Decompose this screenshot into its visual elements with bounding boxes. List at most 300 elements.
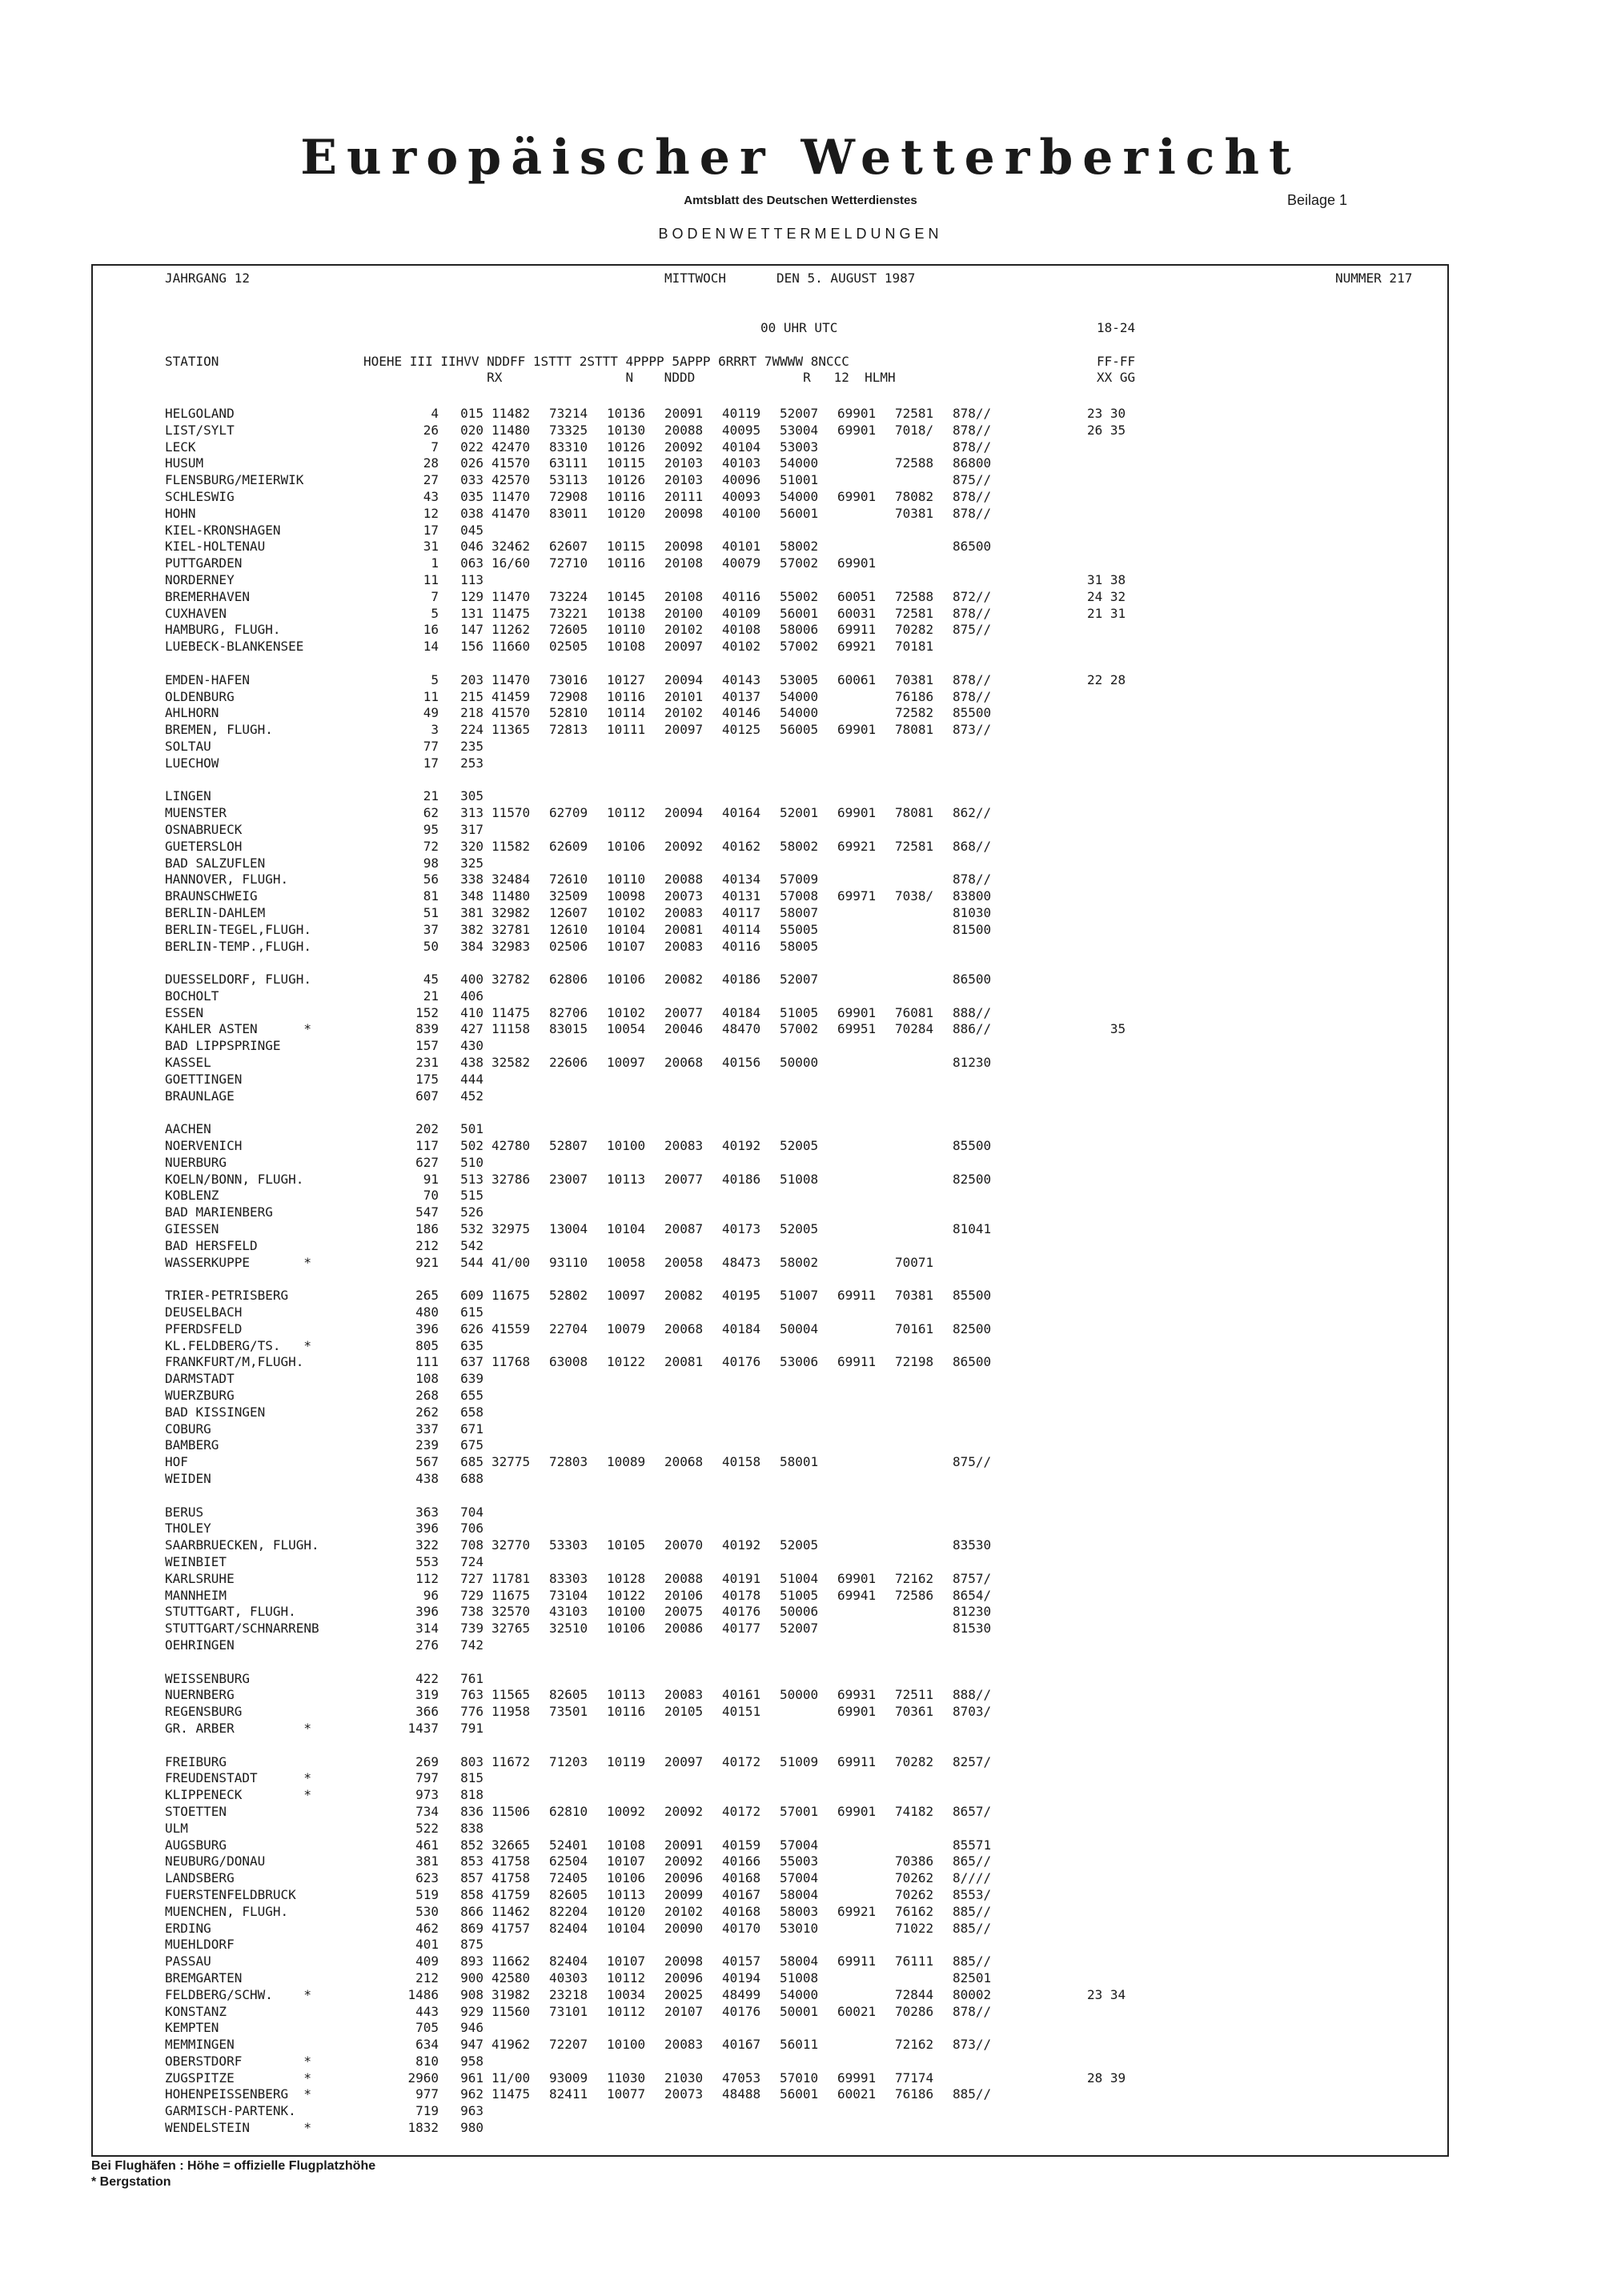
synop-group: 20096 bbox=[664, 1870, 704, 1886]
station-name: BERLIN-TEMP.,FLUGH. bbox=[165, 938, 312, 954]
synop-group: 50000 bbox=[780, 1055, 819, 1071]
synop-group: 11781 bbox=[492, 1570, 531, 1586]
station-name: WEIDEN bbox=[165, 1471, 211, 1486]
spacer-row bbox=[165, 1737, 1126, 1754]
table-row bbox=[165, 1671, 1126, 1688]
synop-group: 40100 bbox=[722, 505, 761, 521]
synop-group: 11958 bbox=[492, 1704, 531, 1720]
station-index: 510 bbox=[460, 1154, 484, 1170]
synop-group: 72588 bbox=[895, 455, 934, 471]
synop-group: 32765 bbox=[492, 1621, 531, 1637]
station-index: 033 bbox=[460, 472, 484, 488]
synop-group: 10112 bbox=[607, 1969, 646, 1985]
table-row bbox=[165, 1304, 1126, 1321]
synop-group: 41559 bbox=[492, 1320, 531, 1336]
synop-group: 20068 bbox=[664, 1454, 704, 1470]
table-row bbox=[165, 939, 1126, 956]
station-name: DUESSELDORF, FLUGH. bbox=[165, 972, 312, 988]
synop-group: 11/00 bbox=[492, 2070, 531, 2086]
synop-group: 72581 bbox=[895, 605, 934, 621]
station-height: 607 bbox=[415, 1088, 439, 1104]
station-index: 544 bbox=[460, 1254, 484, 1270]
station-index: 444 bbox=[460, 1071, 484, 1087]
station-name: WEINBIET bbox=[165, 1553, 227, 1569]
synop-group: 10100 bbox=[607, 1138, 646, 1154]
synop-group: 40167 bbox=[722, 2037, 761, 2053]
station-index: 020 bbox=[460, 422, 484, 438]
synop-group: 58004 bbox=[780, 1886, 819, 1902]
synop-group: 52807 bbox=[549, 1138, 588, 1154]
station-name: KIEL-KRONSHAGEN bbox=[165, 522, 281, 538]
synop-group: 69931 bbox=[837, 1687, 877, 1703]
synop-group: 43103 bbox=[549, 1604, 588, 1620]
synop-group: 83800 bbox=[953, 888, 992, 904]
table-row bbox=[165, 805, 1126, 822]
synop-group: 57008 bbox=[780, 888, 819, 904]
synop-group: 53113 bbox=[549, 472, 588, 488]
synop-group: 20094 bbox=[664, 671, 704, 687]
synop-group: 85500 bbox=[953, 705, 992, 721]
synop-group: 41570 bbox=[492, 455, 531, 471]
synop-group: 10107 bbox=[607, 1853, 646, 1869]
synop-group: 11582 bbox=[492, 838, 531, 854]
table-row bbox=[165, 1437, 1126, 1454]
station-name: HAMBURG, FLUGH. bbox=[165, 622, 281, 638]
table-row bbox=[165, 1038, 1126, 1055]
synop-group: 40168 bbox=[722, 1870, 761, 1886]
table-row bbox=[165, 1204, 1126, 1221]
synop-group: 72162 bbox=[895, 2037, 934, 2053]
synop-group: 53005 bbox=[780, 671, 819, 687]
station-height: 14 bbox=[423, 639, 439, 655]
station-index: 742 bbox=[460, 1637, 484, 1653]
table-row bbox=[165, 2103, 1126, 2120]
synop-group: 32665 bbox=[492, 1837, 531, 1853]
station-index: 317 bbox=[460, 821, 484, 837]
station-height: 98 bbox=[423, 855, 439, 871]
station-index: 218 bbox=[460, 705, 484, 721]
synop-group: 57009 bbox=[780, 872, 819, 888]
synop-group: 73325 bbox=[549, 422, 588, 438]
synop-group: 51008 bbox=[780, 1969, 819, 1985]
synop-group: 40156 bbox=[722, 1055, 761, 1071]
station-name: HOF bbox=[165, 1454, 188, 1470]
synop-group: 48488 bbox=[722, 2086, 761, 2102]
synop-group: 10113 bbox=[607, 1687, 646, 1703]
synop-group: 20092 bbox=[664, 838, 704, 854]
synop-group: 69921 bbox=[837, 639, 877, 655]
station-height: 239 bbox=[415, 1437, 439, 1453]
synop-group: 20086 bbox=[664, 1621, 704, 1637]
synop-group: 71022 bbox=[895, 1920, 934, 1936]
synop-group: 93110 bbox=[549, 1254, 588, 1270]
synop-group: 20098 bbox=[664, 505, 704, 521]
table-row bbox=[165, 1371, 1126, 1388]
synop-group: 72610 bbox=[549, 872, 588, 888]
synop-group: 53006 bbox=[780, 1354, 819, 1370]
synop-group: 10113 bbox=[607, 1886, 646, 1902]
synop-group: 52007 bbox=[780, 406, 819, 421]
synop-group: 10116 bbox=[607, 1704, 646, 1720]
synop-group: 02506 bbox=[549, 938, 588, 954]
synop-group: 32509 bbox=[549, 888, 588, 904]
synop-group: 40114 bbox=[722, 921, 761, 937]
synop-group: 40151 bbox=[722, 1704, 761, 1720]
synop-group: 11660 bbox=[492, 639, 531, 655]
station-height: 462 bbox=[415, 1920, 439, 1936]
station-index: 908 bbox=[460, 1986, 484, 2002]
station-index: 980 bbox=[460, 2120, 484, 2136]
station-height: 21 bbox=[423, 788, 439, 804]
station-name: KL.FELDBERG/TS. * bbox=[165, 1337, 312, 1353]
synop-group: 57004 bbox=[780, 1870, 819, 1886]
synop-group: 48470 bbox=[722, 1021, 761, 1037]
synop-group: 58006 bbox=[780, 622, 819, 638]
station-index: 852 bbox=[460, 1837, 484, 1853]
synop-group: 57002 bbox=[780, 555, 819, 571]
synop-group: 82500 bbox=[953, 1171, 992, 1187]
synop-group: 69901 bbox=[837, 1704, 877, 1720]
station-index: 382 bbox=[460, 921, 484, 937]
station-height: 21 bbox=[423, 988, 439, 1004]
station-index: 639 bbox=[460, 1371, 484, 1387]
synop-group: 32781 bbox=[492, 921, 531, 937]
synop-group: 60021 bbox=[837, 2003, 877, 2019]
station-height: 623 bbox=[415, 1870, 439, 1886]
synop-group: 885// bbox=[953, 1920, 992, 1936]
station-name: GUETERSLOH bbox=[165, 838, 243, 854]
synop-group: 20088 bbox=[664, 1570, 704, 1586]
synop-group: 78082 bbox=[895, 488, 934, 504]
synop-group: 22704 bbox=[549, 1320, 588, 1336]
synop-group: 69901 bbox=[837, 1570, 877, 1586]
synop-group: 72710 bbox=[549, 555, 588, 571]
synop-group: 11475 bbox=[492, 2086, 531, 2102]
station-height: 91 bbox=[423, 1171, 439, 1187]
table-row bbox=[165, 1338, 1126, 1355]
station-height: 567 bbox=[415, 1454, 439, 1470]
synop-group: 41459 bbox=[492, 688, 531, 704]
synop-group: 20103 bbox=[664, 472, 704, 488]
station-height: 627 bbox=[415, 1154, 439, 1170]
synop-group: 69901 bbox=[837, 1803, 877, 1819]
station-name: HOHENPEISSENBERG * bbox=[165, 2086, 312, 2102]
station-name: BAMBERG bbox=[165, 1437, 219, 1453]
station-index: 325 bbox=[460, 855, 484, 871]
station-name: FRANKFURT/M,FLUGH. bbox=[165, 1354, 304, 1370]
table-row bbox=[165, 423, 1126, 439]
synop-group: 72582 bbox=[895, 705, 934, 721]
synop-group: 70282 bbox=[895, 1753, 934, 1769]
synop-group: 32510 bbox=[549, 1621, 588, 1637]
synop-group: 93009 bbox=[549, 2070, 588, 2086]
table-row bbox=[165, 2037, 1126, 2054]
synop-group: 11675 bbox=[492, 1288, 531, 1304]
table-row bbox=[165, 622, 1126, 639]
synop-group: 23218 bbox=[549, 1986, 588, 2002]
synop-group: 10107 bbox=[607, 938, 646, 954]
table-row bbox=[165, 1904, 1126, 1921]
synop-group: 62806 bbox=[549, 972, 588, 988]
station-name: WUERZBURG bbox=[165, 1388, 235, 1404]
synop-group: 20105 bbox=[664, 1704, 704, 1720]
synop-group: 20097 bbox=[664, 639, 704, 655]
synop-group: 886// bbox=[953, 1021, 992, 1037]
station-height: 1437 bbox=[407, 1720, 439, 1736]
station-index: 203 bbox=[460, 671, 484, 687]
station-name: KIEL-HOLTENAU bbox=[165, 539, 266, 555]
synop-group: 63111 bbox=[549, 455, 588, 471]
station-name: WEISSENBURG bbox=[165, 1670, 250, 1686]
station-index: 381 bbox=[460, 904, 484, 920]
synop-group: 10128 bbox=[607, 1570, 646, 1586]
synop-group: 58004 bbox=[780, 1953, 819, 1969]
station-index: 815 bbox=[460, 1770, 484, 1786]
table-row bbox=[165, 988, 1126, 1005]
table-row bbox=[165, 839, 1126, 855]
synop-group: 20096 bbox=[664, 1969, 704, 1985]
synop-group: 57002 bbox=[780, 639, 819, 655]
station-name: NORDERNEY bbox=[165, 571, 235, 587]
table-row bbox=[165, 1787, 1126, 1804]
table-row bbox=[165, 2054, 1126, 2070]
synop-group: 58005 bbox=[780, 938, 819, 954]
synop-group: 72198 bbox=[895, 1354, 934, 1370]
station-height: 734 bbox=[415, 1803, 439, 1819]
station-height: 77 bbox=[423, 738, 439, 754]
synop-group: 62810 bbox=[549, 1803, 588, 1819]
station-index: 637 bbox=[460, 1354, 484, 1370]
synop-group: 73104 bbox=[549, 1587, 588, 1603]
synop-group: 70361 bbox=[895, 1704, 934, 1720]
station-index: 671 bbox=[460, 1420, 484, 1437]
table-row bbox=[165, 739, 1126, 755]
synop-group: 10106 bbox=[607, 1621, 646, 1637]
synop-group: 10113 bbox=[607, 1171, 646, 1187]
station-height: 51 bbox=[423, 904, 439, 920]
table-row bbox=[165, 1388, 1126, 1404]
station-name: HOHN bbox=[165, 505, 196, 521]
station-height: 319 bbox=[415, 1687, 439, 1703]
synop-group: 10120 bbox=[607, 1903, 646, 1919]
synop-group: 70181 bbox=[895, 639, 934, 655]
station-height: 1 bbox=[431, 555, 439, 571]
station-height: 4 bbox=[431, 406, 439, 421]
synop-group: 40102 bbox=[722, 639, 761, 655]
synop-group: 69941 bbox=[837, 1587, 877, 1603]
synop-group: 81500 bbox=[953, 921, 992, 937]
synop-group: 40184 bbox=[722, 1004, 761, 1020]
synop-group: 70284 bbox=[895, 1021, 934, 1037]
synop-group: 52001 bbox=[780, 805, 819, 821]
synop-group: 11030 bbox=[607, 2070, 646, 2086]
table-row bbox=[165, 788, 1126, 805]
synop-group: 40079 bbox=[722, 555, 761, 571]
synop-group: 40101 bbox=[722, 539, 761, 555]
synop-group: 58002 bbox=[780, 1254, 819, 1270]
station-index: 947 bbox=[460, 2037, 484, 2053]
synop-group: 62607 bbox=[549, 539, 588, 555]
table-row bbox=[165, 639, 1126, 655]
station-name: BRAUNLAGE bbox=[165, 1088, 235, 1104]
synop-group: 32983 bbox=[492, 938, 531, 954]
synop-group: 40195 bbox=[722, 1288, 761, 1304]
table-row bbox=[165, 1853, 1126, 1870]
synop-group: 56001 bbox=[780, 605, 819, 621]
station-name: FREUDENSTADT * bbox=[165, 1770, 312, 1786]
synop-group: 58001 bbox=[780, 1454, 819, 1470]
station-name: PFERDSFELD bbox=[165, 1320, 243, 1336]
gust-value: 35 bbox=[1087, 1021, 1126, 1037]
synop-group: 10054 bbox=[607, 1021, 646, 1037]
synop-group: 82411 bbox=[549, 2086, 588, 2102]
synop-group: 10114 bbox=[607, 705, 646, 721]
spacer-row bbox=[165, 1271, 1126, 1288]
station-index: 727 bbox=[460, 1570, 484, 1586]
table-row bbox=[165, 606, 1126, 623]
station-index: 963 bbox=[460, 2103, 484, 2119]
synop-group: 86800 bbox=[953, 455, 992, 471]
table-row bbox=[165, 1970, 1126, 1987]
synop-group: 888// bbox=[953, 1687, 992, 1703]
synop-group: 40303 bbox=[549, 1969, 588, 1985]
synop-group: 40164 bbox=[722, 805, 761, 821]
table-row bbox=[165, 1421, 1126, 1438]
station-height: 381 bbox=[415, 1853, 439, 1869]
synop-group: 20097 bbox=[664, 722, 704, 738]
station-height: 805 bbox=[415, 1337, 439, 1353]
synop-group: 54000 bbox=[780, 705, 819, 721]
station-name: STUTTGART, FLUGH. bbox=[165, 1604, 296, 1620]
station-index: 791 bbox=[460, 1720, 484, 1736]
synop-group: 20107 bbox=[664, 2003, 704, 2019]
station-index: 015 bbox=[460, 406, 484, 421]
synop-group: 10105 bbox=[607, 1537, 646, 1553]
synop-group: 56001 bbox=[780, 505, 819, 521]
station-height: 396 bbox=[415, 1604, 439, 1620]
synop-group: 58007 bbox=[780, 904, 819, 920]
station-index: 430 bbox=[460, 1038, 484, 1054]
station-index: 688 bbox=[460, 1471, 484, 1486]
synop-group: 20088 bbox=[664, 422, 704, 438]
station-height: 5 bbox=[431, 671, 439, 687]
station-name: KLIPPENECK * bbox=[165, 1787, 312, 1803]
synop-group: 10106 bbox=[607, 972, 646, 988]
station-index: 427 bbox=[460, 1021, 484, 1037]
table-row bbox=[165, 1588, 1126, 1605]
synop-group: 73016 bbox=[549, 671, 588, 687]
synop-group: 878// bbox=[953, 488, 992, 504]
station-index: 739 bbox=[460, 1621, 484, 1637]
synop-group: 40176 bbox=[722, 1604, 761, 1620]
synop-group: 72586 bbox=[895, 1587, 934, 1603]
table-row bbox=[165, 1604, 1126, 1621]
table-row bbox=[165, 2070, 1126, 2087]
synop-group: 11662 bbox=[492, 1953, 531, 1969]
synop-group: 69901 bbox=[837, 1004, 877, 1020]
synop-group: 78081 bbox=[895, 805, 934, 821]
station-height: 839 bbox=[415, 1021, 439, 1037]
synop-group: 70282 bbox=[895, 622, 934, 638]
station-index: 900 bbox=[460, 1969, 484, 1985]
station-index: 615 bbox=[460, 1304, 484, 1320]
station-height: 7 bbox=[431, 588, 439, 604]
station-name: BAD MARIENBERG bbox=[165, 1204, 273, 1220]
station-height: 81 bbox=[423, 888, 439, 904]
station-height: 50 bbox=[423, 938, 439, 954]
synop-group: 20081 bbox=[664, 921, 704, 937]
synop-group: 41758 bbox=[492, 1870, 531, 1886]
station-index: 045 bbox=[460, 522, 484, 538]
synop-group: 20091 bbox=[664, 1837, 704, 1853]
synop-group: 10138 bbox=[607, 605, 646, 621]
station-index: 129 bbox=[460, 588, 484, 604]
synop-group: 41962 bbox=[492, 2037, 531, 2053]
synop-group: 69951 bbox=[837, 1021, 877, 1037]
synop-group: 11262 bbox=[492, 622, 531, 638]
synop-group: 83015 bbox=[549, 1021, 588, 1037]
synop-group: 40184 bbox=[722, 1320, 761, 1336]
table-row bbox=[165, 1721, 1126, 1737]
synop-group: 72405 bbox=[549, 1870, 588, 1886]
synop-group: 78081 bbox=[895, 722, 934, 738]
station-name: MUEHLDORF bbox=[165, 1937, 235, 1953]
synop-group: 10126 bbox=[607, 472, 646, 488]
station-index: 406 bbox=[460, 988, 484, 1004]
station-name: AUGSBURG bbox=[165, 1837, 227, 1853]
date-label: DEN 5. AUGUST 1987 bbox=[776, 270, 916, 286]
station-height: 56 bbox=[423, 872, 439, 888]
station-height: 11 bbox=[423, 571, 439, 587]
table-row bbox=[165, 822, 1126, 839]
station-height: 530 bbox=[415, 1903, 439, 1919]
station-height: 522 bbox=[415, 1820, 439, 1836]
station-index: 035 bbox=[460, 488, 484, 504]
synop-group: 11158 bbox=[492, 1021, 531, 1037]
station-name: DEUSELBACH bbox=[165, 1304, 243, 1320]
station-name: ZUGSPITZE * bbox=[165, 2070, 312, 2086]
synop-group: 72908 bbox=[549, 688, 588, 704]
synop-group: 40194 bbox=[722, 1969, 761, 1985]
station-index: 526 bbox=[460, 1204, 484, 1220]
table-row bbox=[165, 1770, 1126, 1787]
synop-group: 40192 bbox=[722, 1138, 761, 1154]
synop-group: 56005 bbox=[780, 722, 819, 738]
station-name: BERLIN-TEGEL,FLUGH. bbox=[165, 921, 312, 937]
synop-group: 60021 bbox=[837, 2086, 877, 2102]
synop-group: 72813 bbox=[549, 722, 588, 738]
table-row bbox=[165, 1121, 1126, 1138]
table-row bbox=[165, 705, 1126, 722]
synop-group: 56011 bbox=[780, 2037, 819, 2053]
synop-group: 10116 bbox=[607, 688, 646, 704]
synop-group: 52005 bbox=[780, 1138, 819, 1154]
spacer-row bbox=[165, 1488, 1126, 1505]
synop-group: 11475 bbox=[492, 1004, 531, 1020]
synop-group: 873// bbox=[953, 2037, 992, 2053]
synop-group: 10116 bbox=[607, 488, 646, 504]
station-name: LINGEN bbox=[165, 788, 211, 804]
station-height: 396 bbox=[415, 1521, 439, 1537]
station-name: GOETTINGEN bbox=[165, 1071, 243, 1087]
synop-group: 40172 bbox=[722, 1803, 761, 1819]
synop-group: 54000 bbox=[780, 488, 819, 504]
synop-group: 11672 bbox=[492, 1753, 531, 1769]
synop-group: 10092 bbox=[607, 1803, 646, 1819]
synop-group: 12610 bbox=[549, 921, 588, 937]
station-name: OSNABRUECK bbox=[165, 821, 243, 837]
supplement-label: Beilage 1 bbox=[1287, 192, 1348, 208]
